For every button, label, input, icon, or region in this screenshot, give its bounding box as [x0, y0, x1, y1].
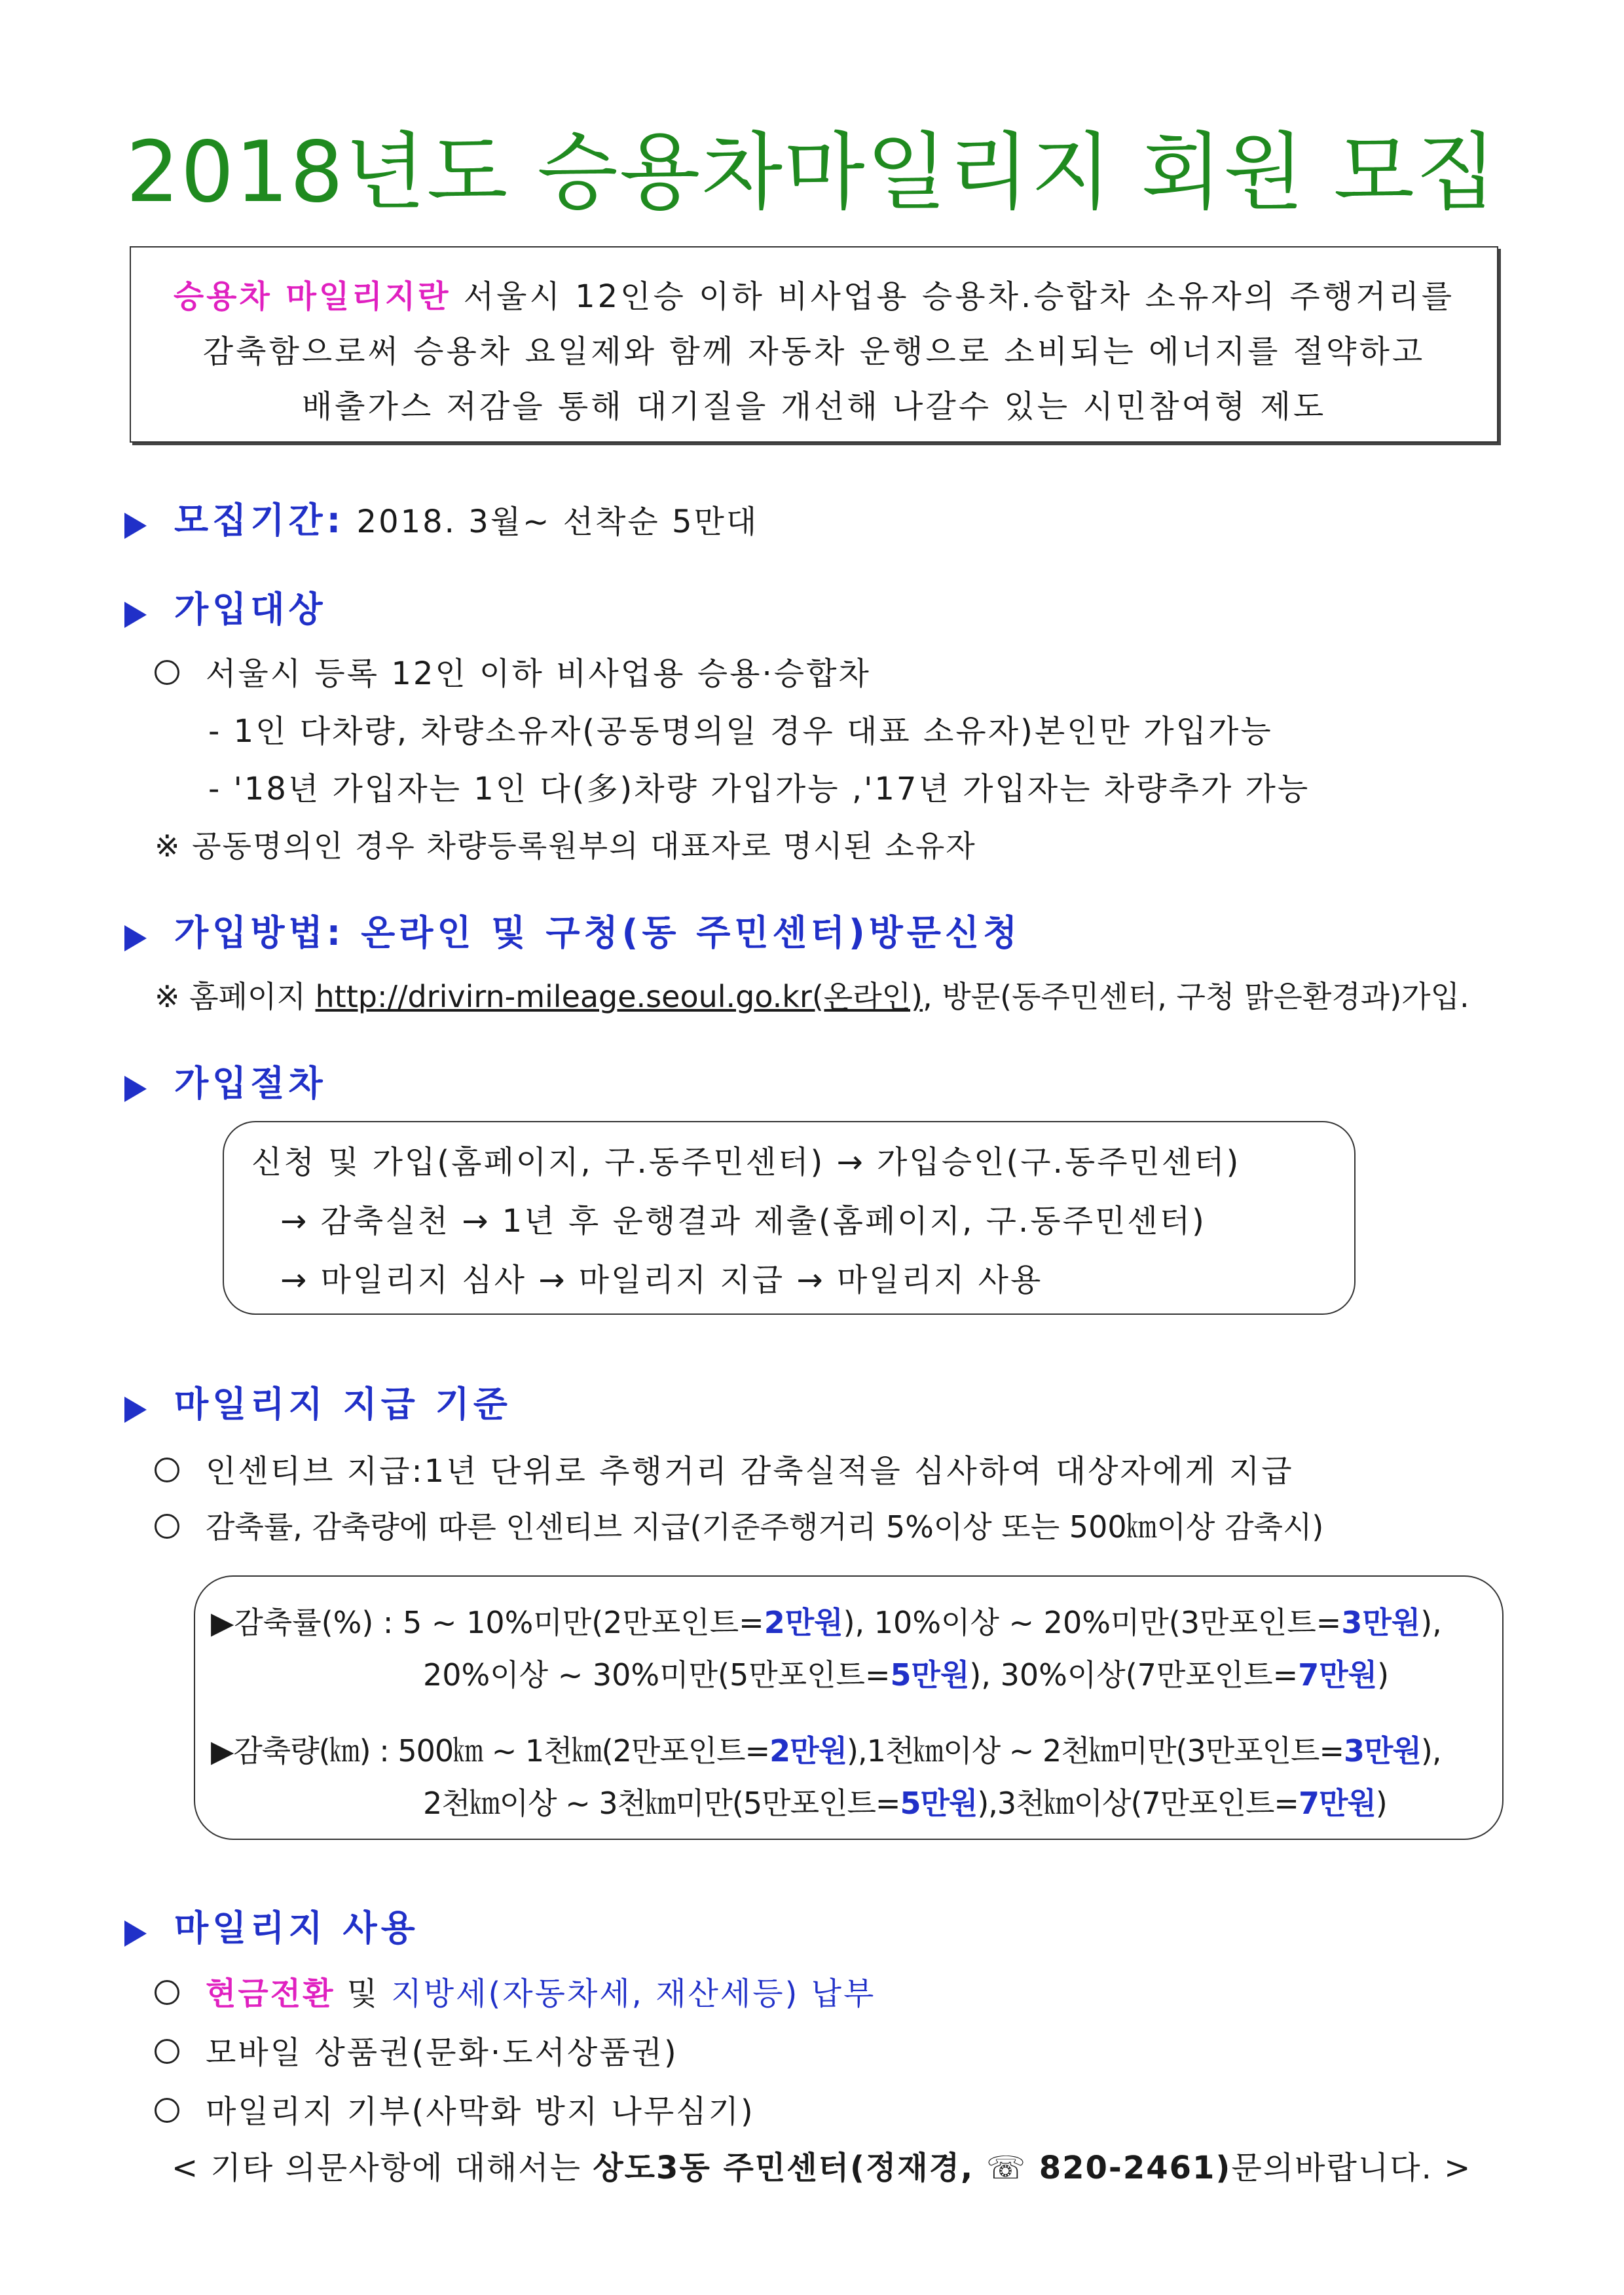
- recruit-section: [124, 492, 758, 543]
- eligibility-item-1-text: 서울시 등록 12인 이하 비사업용 승용·승합차: [206, 655, 871, 692]
- method-section: [124, 905, 1021, 955]
- procedure-heading: 가입절차: [174, 1063, 327, 1104]
- eligibility-item-1: [155, 648, 871, 693]
- rate-2b-amount: 7만원: [1298, 1657, 1378, 1693]
- criteria-heading: 마일리지 지급 기준: [174, 1384, 511, 1425]
- rate-1a-amount: 2만원: [764, 1605, 843, 1640]
- rate-1c: ),: [1420, 1605, 1442, 1640]
- circle-bullet-icon: [155, 1980, 179, 2005]
- footer-contact-info: 상도3동 주민센터(정재경, ☏ 820-2461): [593, 2150, 1232, 2186]
- footer-suffix: 문의바랍니다. >: [1231, 2150, 1472, 2186]
- circle-bullet-icon: [155, 1458, 179, 1482]
- amount-2b: ),3천㎞이상(7만포인트=: [977, 1786, 1299, 1821]
- triangle-bullet-icon: [124, 1397, 147, 1423]
- homepage-link[interactable]: http://drivirn-mileage.seoul.go.kr(온라인): [315, 979, 923, 1014]
- usage-item-2: [155, 2027, 678, 2072]
- circle-bullet-icon: [155, 2039, 179, 2064]
- criteria-item-2: [155, 1503, 1323, 1547]
- amount-1c: ),: [1420, 1733, 1441, 1769]
- recruit-value: 2018. 3월~ 선착순 5만대: [344, 504, 759, 540]
- criteria-box: [194, 1575, 1504, 1840]
- intro-highlight: 승용차 마일리지란: [173, 278, 451, 315]
- rate-2b: ), 30%이상(7만포인트=: [969, 1657, 1299, 1693]
- rate-2a-amount: 5만원: [890, 1657, 970, 1693]
- rate-row-1: [211, 1599, 1442, 1642]
- eligibility-sub-2: - '18년 가입자는 1인 다(多)차량 가입가능 ,'17년 가입자는 차량추가 가능: [208, 771, 1310, 807]
- eligibility-sub-1: - 1인 다차량, 차량소유자(공동명의일 경우 대표 소유자)본인만 가입가능: [208, 713, 1273, 750]
- method-note: [155, 973, 1469, 1016]
- amount-2a: 2천㎞이상 ~ 3천㎞미만(5만포인트=: [423, 1786, 900, 1821]
- amount-1b: ),1천㎞이상 ~ 2천㎞미만(3만포인트=: [847, 1733, 1344, 1769]
- criteria-item-2-text: 감축률, 감축량에 따른 인센티브 지급(기준주행거리 5%이상 또는 500㎞이상 감축시): [206, 1509, 1324, 1545]
- footer-prefix: < 기타 의문사항에 대해서는: [172, 2150, 593, 2186]
- triangle-bullet-icon: [124, 1920, 147, 1947]
- triangle-bullet-icon: [124, 1076, 147, 1102]
- amount-row-1: [211, 1727, 1441, 1771]
- rate-label: ▶감축률(%) :: [211, 1605, 403, 1640]
- intro-line-2: 감축함으로써 승용차 요일제와 함께 자동차 운행으로 소비되는 에너지를 절약하고: [202, 333, 1426, 370]
- procedure-line-3: → 마일리지 심사 → 마일리지 지급 → 마일리지 사용: [280, 1262, 1043, 1298]
- recruit-heading: 모집기간:: [174, 500, 345, 541]
- procedure-line-2: → 감축실천 → 1년 후 운행결과 제출(홈페이지, 구.동주민센터): [280, 1203, 1206, 1239]
- usage-item-1: [155, 1968, 876, 2013]
- rate-2a: 20%이상 ~ 30%미만(5만포인트=: [423, 1657, 891, 1693]
- amount-1a: 500㎞ ~ 1천㎞(2만포인트=: [397, 1733, 770, 1769]
- triangle-bullet-icon: [124, 925, 147, 951]
- usage-item-1-and: 및: [335, 1975, 392, 2012]
- circle-bullet-icon: [155, 660, 179, 685]
- usage-item-3: [155, 2086, 755, 2131]
- rate-row-2: [423, 1651, 1389, 1695]
- rate-1a: 5 ~ 10%미만(2만포인트=: [403, 1605, 764, 1640]
- procedure-heading-row: [124, 1056, 327, 1106]
- footer-contact: [172, 2142, 1471, 2188]
- criteria-heading-row: [124, 1376, 511, 1427]
- usage-heading: 마일리지 사용: [174, 1907, 419, 1949]
- rate-1b: ), 10%이상 ~ 20%미만(3만포인트=: [843, 1605, 1342, 1640]
- eligibility-heading-row: [124, 581, 327, 632]
- usage-heading-row: [124, 1900, 419, 1951]
- eligibility-note: ※ 공동명의인 경우 차량등록원부의 대표자로 명시된 소유자: [155, 828, 976, 864]
- page-title: 2018년도 승용차마일리지 회원 모집: [126, 124, 1498, 221]
- procedure-line-1: 신청 및 가입(홈페이지, 구.동주민센터) → 가입승인(구.동주민센터): [251, 1144, 1241, 1181]
- amount-label: ▶감축량(㎞) :: [211, 1733, 398, 1769]
- intro-line-3: 배출가스 저감을 통해 대기질을 개선해 나갈수 있는 시민참여형 제도: [301, 388, 1327, 425]
- rate-2c: ): [1377, 1657, 1390, 1693]
- method-note-prefix: ※ 홈페이지: [155, 979, 316, 1014]
- eligibility-heading: 가입대상: [174, 589, 327, 630]
- amount-2c: ): [1375, 1786, 1387, 1821]
- criteria-item-1: [155, 1446, 1294, 1491]
- usage-item-2-text: 모바일 상품권(문화·도서상품권): [206, 2034, 678, 2071]
- method-note-suffix: , 방문(동주민센터, 구청 맑은환경과)가입.: [923, 979, 1469, 1014]
- triangle-bullet-icon: [124, 602, 147, 628]
- method-heading: 가입방법:: [174, 912, 345, 953]
- amount-1b-amount: 3만원: [1344, 1733, 1421, 1769]
- triangle-bullet-icon: [124, 513, 147, 539]
- amount-2b-amount: 7만원: [1298, 1786, 1376, 1821]
- intro-line-1-text: 서울시 12인승 이하 비사업용 승용차.승합차 소유자의 주행거리를: [451, 278, 1455, 315]
- intro-box: [130, 246, 1498, 443]
- intro-line-1: [131, 271, 1497, 316]
- rate-1b-amount: 3만원: [1341, 1605, 1421, 1640]
- circle-bullet-icon: [155, 1514, 179, 1539]
- procedure-box: [223, 1121, 1356, 1315]
- amount-2a-amount: 5만원: [900, 1786, 978, 1821]
- amount-row-2: [423, 1780, 1387, 1823]
- amount-1a-amount: 2만원: [769, 1733, 847, 1769]
- usage-local-tax: 지방세(자동차세, 재산세등) 납부: [391, 1975, 876, 2012]
- method-value: 온라인 및 구청(동 주민센터)방문신청: [344, 912, 1022, 953]
- criteria-item-1-text: 인센티브 지급:1년 단위로 추행거리 감축실적을 심사하여 대상자에게 지급: [206, 1453, 1294, 1490]
- usage-item-3-text: 마일리지 기부(사막화 방지 나무심기): [206, 2093, 755, 2130]
- usage-cash-conversion: 현금전환: [206, 1975, 335, 2012]
- circle-bullet-icon: [155, 2098, 179, 2123]
